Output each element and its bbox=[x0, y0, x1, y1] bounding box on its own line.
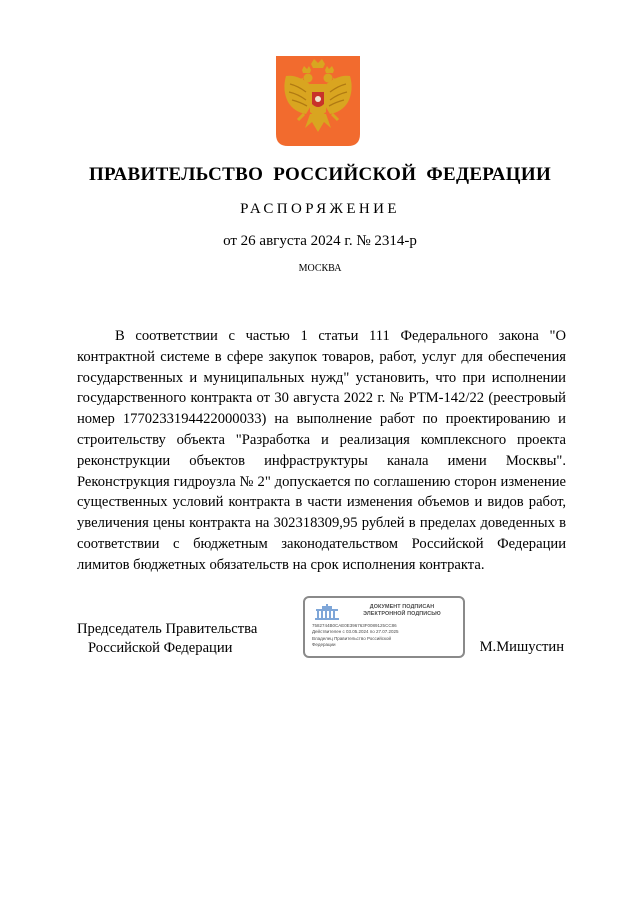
document-type: РАСПОРЯЖЕНИЕ bbox=[240, 201, 400, 217]
signer-position-line-1: Председатель Правительства bbox=[77, 621, 258, 637]
stamp-owner-line-2: Федерации bbox=[312, 642, 336, 648]
stamp-title-line-1: ДОКУМЕНТ ПОДПИСАН bbox=[369, 604, 435, 610]
stamp-validity: Действителен с 03.05.2024 по 27.07.2025 bbox=[312, 629, 399, 635]
government-building-icon bbox=[313, 604, 341, 620]
order-body-paragraph: В соответствии с частью 1 статьи 111 Федерального закона "О контрактной системе в сфере закупок товаров, работ, услуг для обеспечения государственных и муниципальных нужд" установить, что при исполнении государственного контракта от 30 августа 2022 г. № РТМ-142/22 (реестровый номер 1770233194422000033) на выполнение работ по проектированию и строительству объекта "Разработка и реализация комплексного проекта реконструкции объектов инфраструктуры канала имени Москвы". Реконструкция гидроузла № 2" допускается по соглашению сторон изменение существенных условий контракта в части изменения объемов и видов работ, увеличения цены контракта на 302318309,95 рублей в пределах доведенных в соответствии с бюджетным законодательством Российской Федерации лимитов бюджетных обязательств на срок исполнения контракта. bbox=[77, 328, 566, 573]
document-date-number: от 26 августа 2024 г. № 2314-р bbox=[223, 233, 417, 249]
signer-name: М.Мишустин bbox=[479, 639, 564, 655]
organization-title: ПРАВИТЕЛЬСТВО РОССИЙСКОЙ ФЕДЕРАЦИИ bbox=[88, 164, 552, 185]
stamp-owner-line-1: Владелец Правительство Российской bbox=[312, 635, 392, 641]
stamp-title bbox=[343, 604, 461, 618]
electronic-signature-stamp bbox=[303, 596, 465, 658]
signer-position bbox=[77, 620, 277, 657]
stamp-details bbox=[312, 623, 462, 649]
stamp-title-line-2: ЭЛЕКТРОННОЙ ПОДПИСЬЮ bbox=[363, 610, 441, 617]
coat-of-arms-of-russia-icon bbox=[276, 56, 360, 146]
stamp-certificate-number: 7582744B0CAE0E396763F0089125CC86 bbox=[312, 623, 397, 628]
document-city: МОСКВА bbox=[298, 263, 342, 274]
signer-position-line-2: Российской Федерации bbox=[88, 639, 233, 656]
